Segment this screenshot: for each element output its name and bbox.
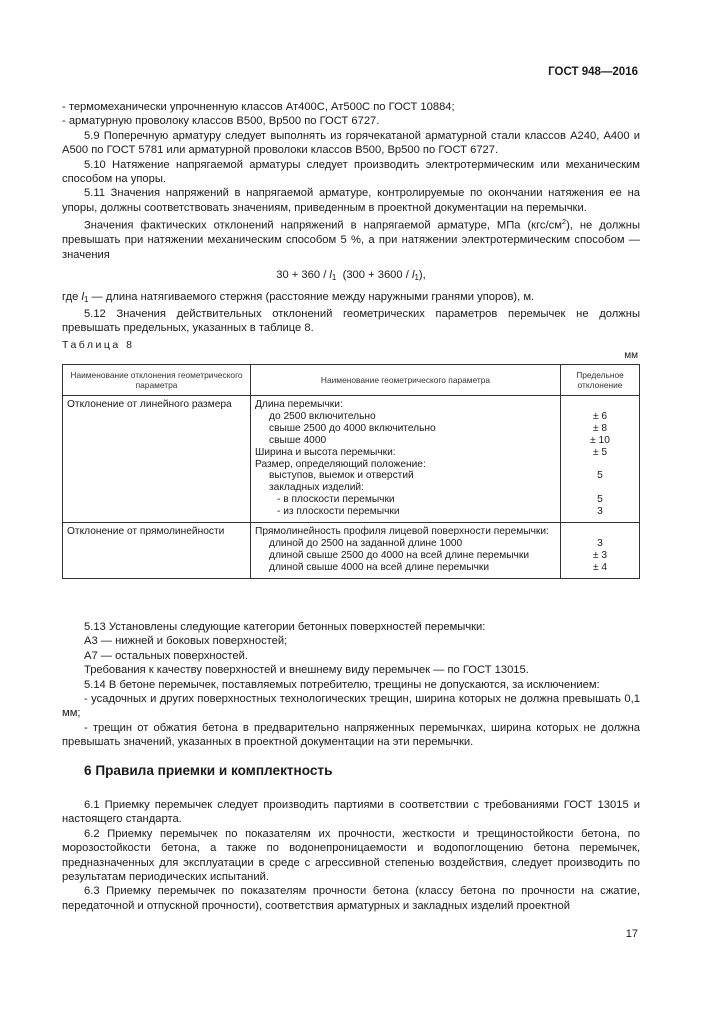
deviation-cell: Отклонение от прямолинейности [63,523,251,579]
paragraph: - усадочных и других поверхностных технологических трещин, ширина которых не должна превышать 0,1 мм; [62,693,640,720]
limit-value: ± 6 [592,410,608,422]
paragraph: 5.10 Натяжение напрягаемой арматуры следует производить электротермическим или механическим способом на упоры. [62,158,640,186]
paragraph: 5.9 Поперечную арматуру следует выполнять из горячекатаной арматурной стали классов А240, А400 и А500 по ГОСТ 5781 или арматурной проволоки классов В500, Вр500 по ГОСТ 6727. [62,129,640,157]
text-block-lower [62,620,640,750]
parameter-line: Размер, определяющий положение: [255,458,426,470]
paragraph: 5.13 Установлены следующие категории бетонных поверхностей перемычки: [84,621,486,633]
limit-value [565,399,635,411]
table-header-row [63,365,640,396]
paragraph: А7 — остальных поверхностей. [84,649,248,662]
paragraph: Требования к качеству поверхностей и внешнему виду перемычек — по ГОСТ 13015. [84,664,529,677]
paragraph: 6.3 Приемку перемычек по показателям прочности бетона (классу бетона по прочности на сжатие, передаточной и отпускной прочности), соответствия арматурных и закладных изделий проектной [62,885,640,912]
limit-value: 5 [597,494,603,506]
limit-value: 3 [597,506,603,518]
paragraph: - трещин от обжатия бетона в предварительно напряженных перемычках, ширина которых не должна превышать значений, указанных в проектной документации на эти перемычки. [62,721,640,749]
limit-value: ± 10 [590,434,610,446]
parameter-line: Прямолинейность профиля лицевой поверхности перемычки: [255,526,549,538]
table-caption: Таблица 8 [62,339,135,351]
section-6-title: 6 Правила приемки и комплектность [84,763,333,778]
paragraph: 6.2 Приемку перемычек по показателям их прочности, жесткости и трещиностойкости бетона, по морозостойкости бетона, а также по водонепроницаемости и водопоглощению бетона перемычек, предназначенных для эксплуатации в среде с агрессивной степенью воздействия, следует производить по результатам периодических испытаний. [62,827,640,884]
paragraph-5-12: 5.12 Значения действительных отклонений геометрических параметров перемычек не должны превышать предельных, указанных в таблице 8. [62,308,640,335]
section-6-text [62,798,640,913]
table-row [63,523,640,579]
limit-value: 5 [597,470,603,482]
parameter-line: свыше 2500 до 4000 включительно [269,422,436,434]
header-deviation: Наименование отклонения геометрического параметра [63,365,251,396]
table-unit: мм [624,350,638,361]
limit-value [565,526,635,538]
deviation-cell: Отклонение от линейного размера [63,396,251,523]
parameter-line: - из плоскости перемычки [277,506,400,518]
limit-cell [561,523,640,579]
paragraph: 6.1 Приемку перемычек следует производить партиями в соответствии с требованиями ГОСТ 13015 и настоящего стандарта. [62,799,640,826]
limit-value: 3 [597,537,603,549]
limit-value: ± 3 [592,549,608,561]
limit-value [565,482,635,494]
page-number: 17 [625,928,638,940]
paragraph: - термомеханически упрочненную классов Ат400С, Ат500С по ГОСТ 10884; [62,101,455,113]
parameter-cell [251,396,561,523]
formula-explanation: где $l_1$ — длина натягиваемого стержня (расстояние между наружными гранями упоров), м. [62,290,535,304]
parameter-line: закладных изделий: [269,482,364,494]
limit-value: ± 8 [592,422,608,434]
paragraph: А3 — нижней и боковых поверхностей; [84,635,288,648]
text-block-upper [62,100,640,336]
formula: $30 + 360 / l_1$ $(300 + 3600 / l_1)$, [276,269,426,283]
parameter-line: длиной свыше 2500 до 4000 на всей длине перемычки [269,549,530,561]
parameter-cell [251,523,561,579]
parameter-line: свыше 4000 [269,434,327,446]
parameter-line: длиной до 2500 на заданной длине 1000 [269,537,463,549]
header-limit: Предельное отклонение [561,365,640,396]
paragraph: 5.14 В бетоне перемычек, поставляемых потребителю, трещины не допускаются, за исключением: [84,678,600,691]
parameter-line: выступов, выемок и отверстий [269,470,414,482]
paragraph-5-11-stress-deviations: Значения фактических отклонений напряжений в напрягаемой арматуре, МПа $(кгс/см^2)$, не должны превышать при натяжении механическим способом 5 %, а при натяжении электротермическим способом — значения [62,217,640,261]
limit-value: ± 4 [592,561,608,573]
parameter-line: Ширина и высота перемычки: [255,446,396,458]
parameter-line: - в плоскости перемычки [277,494,395,506]
table-row [63,396,640,523]
table-8 [62,364,640,579]
paragraph: - арматурную проволоку классов В500, Вр500 по ГОСТ 6727. [62,115,380,128]
parameter-line: до 2500 включительно [269,410,376,422]
limit-cell [561,396,640,523]
parameter-line: длиной свыше 4000 на всей длине перемычки [269,561,490,573]
limit-value [565,459,635,471]
parameter-line: Длина перемычки: [255,399,343,410]
header-parameter: Наименование геометрического параметра [251,365,561,396]
limit-value: ± 5 [592,446,608,458]
document-header: ГОСТ 948—2016 [548,66,638,78]
paragraph: 5.11 Значения напряжений в напрягаемой арматуре, контролируемые по окончании натяжения ее на упоры, должны соответствовать значениям, приведенным в проектной документации на перемычки. [62,187,640,214]
